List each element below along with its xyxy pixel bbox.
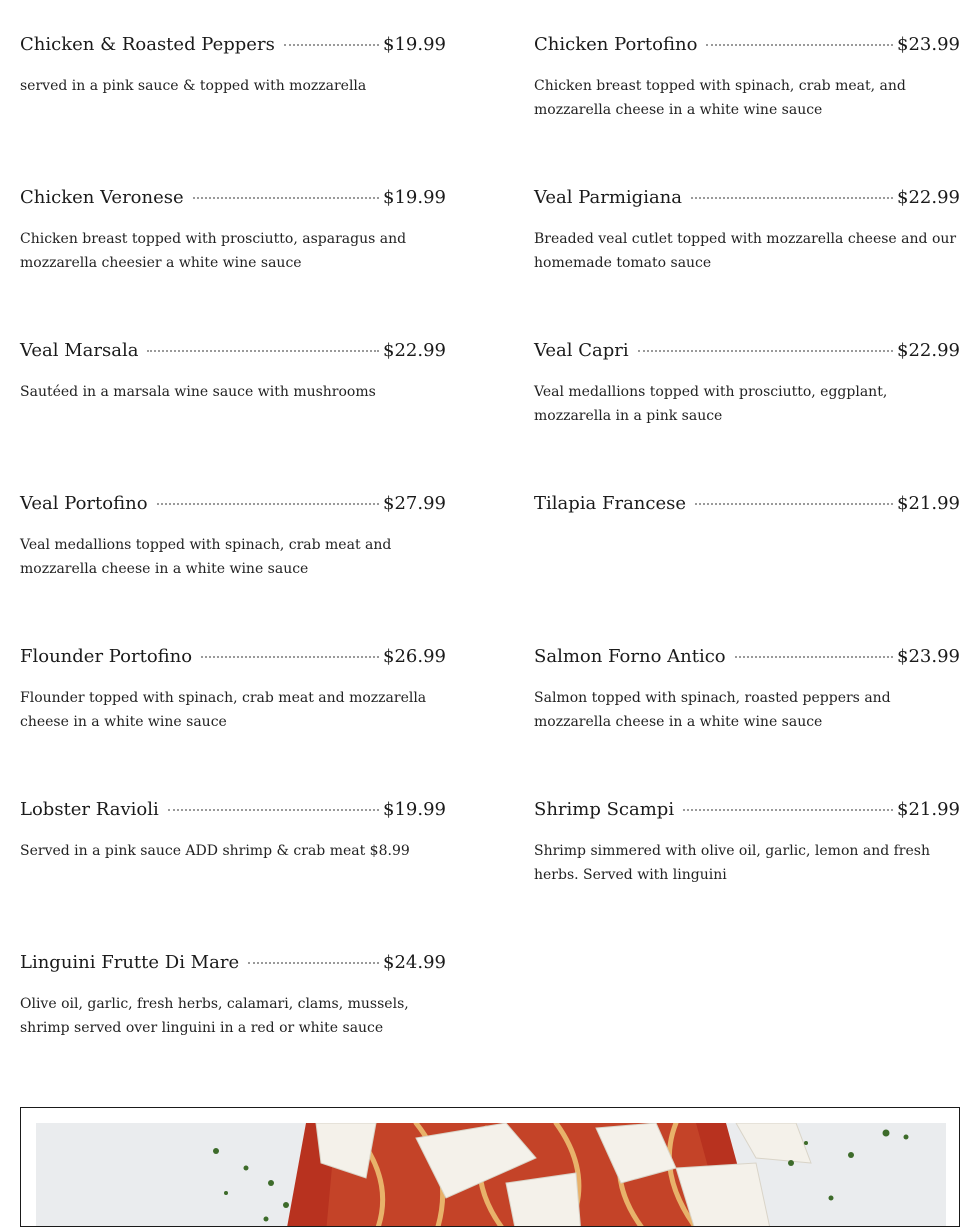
item-description: Chicken breast topped with spinach, crab meat, and mozzarella cheese in a white wine sauce — [534, 78, 906, 118]
item-description: Sautéed in a marsala wine sauce with mushrooms — [20, 384, 376, 400]
item-price: $23.99 — [897, 34, 960, 55]
item-price: $19.99 — [383, 34, 446, 55]
item-price: $19.99 — [383, 187, 446, 208]
dot-leader — [735, 656, 893, 658]
item-name: Chicken Veronese — [20, 187, 184, 208]
dot-leader — [157, 503, 379, 505]
pasta-dish-photo — [36, 1123, 946, 1227]
dot-leader — [284, 44, 379, 46]
photo-frame — [20, 1107, 960, 1227]
item-name: Lobster Ravioli — [20, 799, 159, 820]
item-header — [534, 646, 960, 674]
item-price: $22.99 — [897, 187, 960, 208]
menu-item — [20, 34, 446, 187]
dot-leader — [248, 962, 379, 964]
item-name: Veal Marsala — [20, 340, 139, 361]
item-price: $26.99 — [383, 646, 446, 667]
menu-item — [20, 340, 446, 493]
menu-item — [534, 646, 960, 799]
item-header — [20, 493, 446, 521]
item-price: $27.99 — [383, 493, 446, 514]
menu-item — [534, 34, 960, 187]
dot-leader — [147, 350, 379, 352]
menu-item — [534, 340, 960, 493]
dot-leader — [695, 503, 893, 505]
dot-leader — [706, 44, 893, 46]
item-description: Salmon topped with spinach, roasted peppers and mozzarella cheese in a white wine sauce — [534, 690, 891, 730]
dot-leader — [193, 197, 379, 199]
item-header — [20, 187, 446, 215]
item-price: $21.99 — [897, 799, 960, 820]
item-name: Veal Capri — [534, 340, 629, 361]
item-description: Served in a pink sauce ADD shrimp & crab meat $8.99 — [20, 843, 410, 859]
item-name: Chicken & Roasted Peppers — [20, 34, 275, 55]
item-description: Flounder topped with spinach, crab meat and mozzarella cheese in a white wine sauce — [20, 690, 427, 730]
item-description: served in a pink sauce & topped with mozzarella — [20, 78, 367, 94]
menu-item — [20, 646, 446, 799]
item-description: Breaded veal cutlet topped with mozzarella cheese and our homemade tomato sauce — [534, 231, 957, 271]
item-header — [20, 952, 446, 980]
item-header — [20, 646, 446, 674]
item-price: $19.99 — [383, 799, 446, 820]
item-header — [534, 493, 960, 521]
item-name: Tilapia Francese — [534, 493, 687, 514]
menu-grid — [20, 34, 960, 1105]
item-price: $23.99 — [897, 646, 960, 667]
pasta-dish-illustration — [36, 1123, 946, 1227]
menu-item — [20, 799, 446, 952]
item-name: Flounder Portofino — [20, 646, 193, 667]
item-description: Veal medallions topped with spinach, crab meat and mozzarella cheese in a white wine sauce — [20, 537, 392, 577]
menu-item — [534, 799, 960, 952]
item-price: $24.99 — [383, 952, 446, 973]
item-header — [534, 34, 960, 62]
item-description: Olive oil, garlic, fresh herbs, calamari, clams, mussels, shrimp served over linguini in a red or white sauce — [20, 996, 409, 1036]
dot-leader — [691, 197, 893, 199]
item-header — [534, 187, 960, 215]
dot-leader — [638, 350, 893, 352]
item-price: $22.99 — [383, 340, 446, 361]
item-description: Shrimp simmered with olive oil, garlic, lemon and fresh herbs. Served with linguini — [534, 843, 930, 883]
item-name: Linguini Frutte Di Mare — [20, 952, 240, 973]
item-description: Chicken breast topped with prosciutto, asparagus and mozzarella cheesier a white wine sauce — [20, 231, 407, 271]
dot-leader — [683, 809, 893, 811]
item-price: $21.99 — [897, 493, 960, 514]
item-header — [20, 799, 446, 827]
dot-leader — [201, 656, 379, 658]
item-name: Shrimp Scampi — [534, 799, 675, 820]
item-name: Veal Portofino — [20, 493, 148, 514]
item-price: $22.99 — [897, 340, 960, 361]
menu-item — [534, 493, 960, 646]
menu-item — [20, 952, 446, 1105]
item-header — [20, 34, 446, 62]
item-name: Veal Parmigiana — [534, 187, 683, 208]
menu-item — [534, 187, 960, 340]
item-header — [20, 340, 446, 368]
item-header — [534, 340, 960, 368]
dot-leader — [168, 809, 379, 811]
menu-item — [20, 493, 446, 646]
item-description: Veal medallions topped with prosciutto, eggplant, mozzarella in a pink sauce — [534, 384, 888, 424]
item-name: Salmon Forno Antico — [534, 646, 726, 667]
menu-item — [20, 187, 446, 340]
item-header — [534, 799, 960, 827]
item-name: Chicken Portofino — [534, 34, 698, 55]
